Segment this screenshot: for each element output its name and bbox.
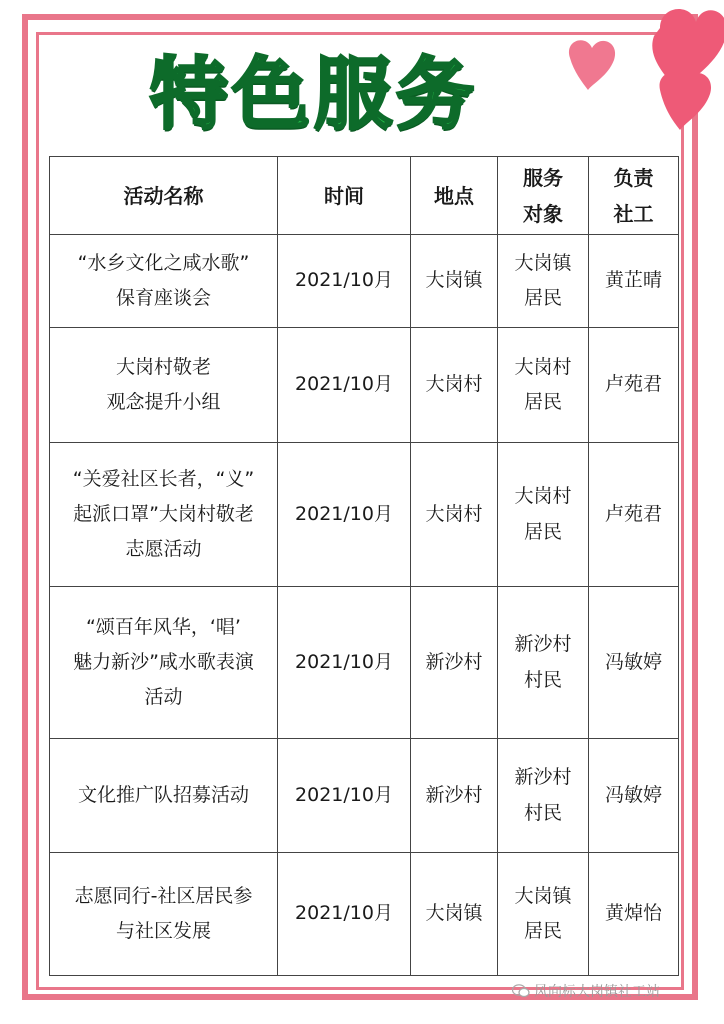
cell-time: 2021/10月 [278, 328, 411, 443]
cell-place: 大岗村 [411, 328, 498, 443]
cell-activity-name: 大岗村敬老 观念提升小组 [50, 328, 278, 443]
table-row [50, 853, 679, 976]
cell-time: 2021/10月 [278, 587, 411, 739]
hearts-decoration-icon [560, 0, 724, 160]
cell-time: 2021/10月 [278, 853, 411, 976]
cell-worker: 冯敏婷 [589, 587, 679, 739]
table-row [50, 328, 679, 443]
cell-time: 2021/10月 [278, 235, 411, 328]
cell-activity-name: “颂百年风华，‘唱’ 魅力新沙”咸水歌表演 活动 [50, 587, 278, 739]
cell-target: 新沙村 村民 [498, 739, 589, 853]
header-activity-name: 活动名称 [50, 157, 278, 235]
table-header-row [50, 157, 679, 235]
header-target: 服务 对象 [498, 157, 589, 235]
cell-activity-name: 志愿同行-社区居民参 与社区发展 [50, 853, 278, 976]
table-row [50, 587, 679, 739]
cell-target: 大岗村 居民 [498, 443, 589, 587]
wechat-icon [512, 984, 530, 998]
cell-worker: 卢苑君 [589, 328, 679, 443]
table-row [50, 739, 679, 853]
cell-target: 大岗镇 居民 [498, 235, 589, 328]
heart-medium-icon [660, 72, 712, 130]
cell-place: 大岗镇 [411, 235, 498, 328]
cell-worker: 黄芷晴 [589, 235, 679, 328]
header-place: 地点 [411, 157, 498, 235]
table-row [50, 443, 679, 587]
cell-place: 大岗村 [411, 443, 498, 587]
cell-time: 2021/10月 [278, 739, 411, 853]
cell-target: 大岗镇 居民 [498, 853, 589, 976]
wechat-watermark [512, 980, 660, 1004]
header-worker: 负责 社工 [589, 157, 679, 235]
table-row [50, 235, 679, 328]
cell-activity-name: “关爱社区长者，“义” 起派口罩”大岗村敬老 志愿活动 [50, 443, 278, 587]
cell-place: 新沙村 [411, 739, 498, 853]
cell-target: 大岗村 居民 [498, 328, 589, 443]
cell-worker: 卢苑君 [589, 443, 679, 587]
page-title: 特色服务 [150, 50, 479, 140]
cell-activity-name: 文化推广队招募活动 [50, 739, 278, 853]
watermark-text: 风向标大岗镇社工站 [534, 984, 660, 1000]
service-table-wrapper [49, 156, 678, 975]
cell-worker: 黄焯怡 [589, 853, 679, 976]
header-time: 时间 [278, 157, 411, 235]
cell-activity-name: “水乡文化之咸水歌” 保育座谈会 [50, 235, 278, 328]
cell-place: 新沙村 [411, 587, 498, 739]
cell-place: 大岗镇 [411, 853, 498, 976]
cell-time: 2021/10月 [278, 443, 411, 587]
service-table [49, 156, 679, 976]
cell-target: 新沙村 村民 [498, 587, 589, 739]
heart-small-icon [569, 40, 615, 90]
cell-worker: 冯敏婷 [589, 739, 679, 853]
